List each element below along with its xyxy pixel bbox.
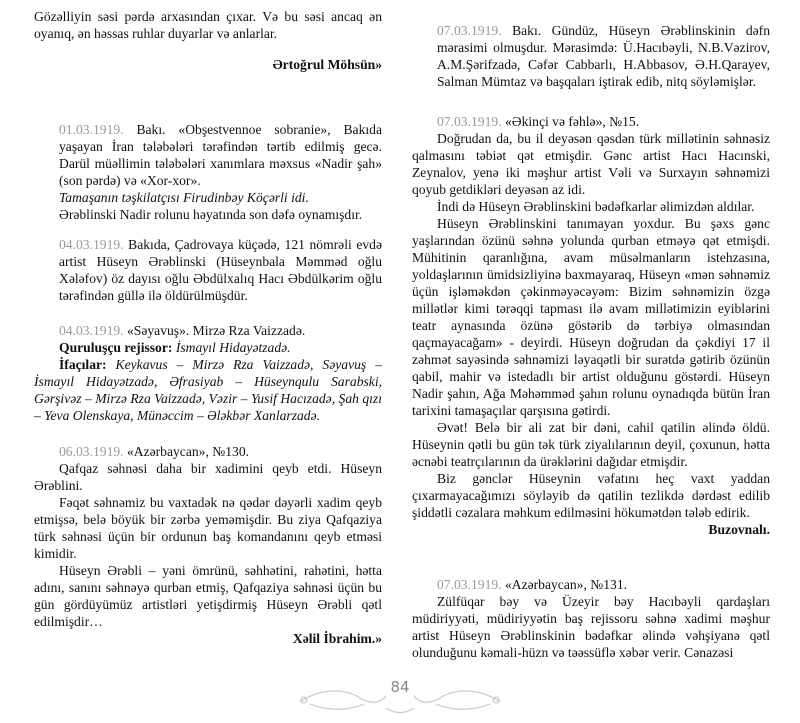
paragraph: Hüseyn Ərəblinskini tanımayan yoxdur. Bu şəxs gənc yaşlarından özünü səhnə yolunda qurban etməyə qət etmişdi. Mühitinin qaranlığına, avam müsəlmanların istehzasına, yoldaşlarının ümidsizliyinə baxmayaraq, Hüseyn «mən səhnəmiz üçün işləməkdən çəkinməyəcəyəm: Bizim səhnəmizin özgə millətlər kimi tərəqqi tapması ilə avam millətimizin eyiblərini teatr aynasında özünə göstərib də tərbiyə olmasından qaçmayacağam» - deyirdi. Hüseyn doğrudan da çəkdiyi 17 il zəhmət sayəsində səhnəmizi ləyaqətli bir surətdə gətirib özünün qabil, mahir və istedadlı bir artist olduğunu göstərdi. Hüseyn Nadir şahın, Ağa Məhəmməd şahın rolunu oynadıqda bütün İran tarixini tamaşaçılar qarşısına gətirdi.: [412, 216, 770, 418]
entry-text: Bakıda, Çadrovaya küçədə, 121 nömrəli evdə artist Hüseyn Ərəblinski (Hüseynbala Məmməd oğlu Xələfov) öz dayısı oğlu Əbdülxalıq Hacı Əbdülkərim oğlu tərəfindən güllə ilə öldürülmüşdür.: [59, 237, 382, 303]
entry-date: 07.03.1919.: [437, 23, 502, 38]
entry-date: 04.03.1919.: [59, 323, 124, 338]
signature: Xəlil İbrahim.»: [292, 631, 382, 646]
entry-text: «Azərbaycan», №131.: [501, 577, 628, 592]
director-label: Quruluşçu rejissor:: [59, 340, 173, 355]
paragraph: İndi də Hüseyn Ərəblinskini bədəfkarlar əlimizdən aldılar.: [437, 199, 755, 214]
entry-text: Bakı. Gündüz, Hüseyn Ərəblinskinin dəfn mərasimi olmuşdur. Mərasimdə: Ü.Hacıbəyli, N.B.Vəzirov, A.M.Şərifzadə, Cəfər Cabbarlı, H.Abbasov, Ə.H.Qarayev, Salman Mümtaz və başqaları iştirak edib, nitq söyləmişlər.: [437, 23, 770, 89]
director-name: İsmayıl Hidayətzadə.: [172, 340, 291, 355]
entry-text: «Səyavuş». Mirzə Rza Vaizzadə.: [123, 323, 306, 338]
entry-5: [412, 22, 770, 90]
entry-text: Bakı. «Obşestvennoe sobranie», Bakıda yaşayan İran tələbələri tərəfindən tərtib edilmiş gecə. Darül müəllimin tələbələri xanımlara məxsus «Nadir şah» (son pərdə) və «Xor-xor».: [59, 122, 382, 188]
cast-list: Keykavus – Mirzə Rza Vaizzadə, Səyavuş – İsmayıl Hidayətzadə, Əfrasiyab – Hüseynqulu Sarabski, Gərşivəz – Mirzə Rza Vaizzadə, Vəzir – Yusif Hacızadə, Şah qızı – Yeva Olenskaya, Münəccim – Ələkbər Xanlarzadə.: [34, 357, 382, 423]
paragraph: Doğrudan da, bu il deyəsən qəsdən türk millətinin səhnəsiz qalmasını təbiət qət etmişdir. Gənc artist Hacı Hacınski, Zeynalov, yenə iki məşhur artist Vəli və Surxayın səhnəmizi qoyub getdikləri deyəsən az idi.: [412, 131, 770, 197]
paragraph: Biz gənclər Hüseynin vəfatını heç vaxt yaddan çıxarmayacağımızı söyləyib də qatilin tezlikdə dərdəst edilib şiddətli cəzalara məhkum edilməsini hökumətdən tələb edirik.: [412, 471, 770, 520]
signature: Buzovnalı.: [708, 522, 770, 537]
entry-4: [34, 443, 382, 647]
entry-date: 07.03.1919.: [437, 114, 502, 129]
page-number: 84: [390, 678, 410, 696]
entry-note: Ərəblinski Nadir rolunu həyatında son dəfə oynamışdır.: [59, 207, 363, 222]
paragraph: Zülfüqar bəy və Üzeyir bəy Hacıbəyli qardaşları müdiriyyəti, müdiriyyətin baş rejissoru səhnə xadimi məşhur artist Hüseyn Ərəblinskinin bədəfkar əlində vəhşiyanə qətl olunduğunu kəmali-hüzn və təəssüflə xəbər verir. Cənazəsi: [412, 594, 770, 660]
paragraph: Hüseyn Ərəbli – yəni ömrünü, səhhətini, rahətini, hətta adını, sanını səhnəyə qurban etmiş, Qafqaziya səhnəsi üçün bu gün gördüyümüz artistləri yetişdirmiş Hüseyn Ərəbli qətl edilmişdir…: [34, 563, 382, 629]
entry-2: [34, 236, 382, 304]
entry-7: [412, 576, 770, 661]
entry-date: 07.03.1919.: [437, 577, 502, 592]
cast-label: İfaçılar:: [59, 357, 107, 372]
entry-date: 06.03.1919.: [59, 444, 124, 459]
intro-block: [34, 8, 382, 73]
entry-1: [34, 121, 382, 223]
entry-note: Tamaşanın təşkilatçısı Firudinbəy Köçərli idi.: [59, 190, 309, 205]
paragraph: Qafqaz səhnəsi daha bir xadimini qeyb etdi. Hüseyn Ərəblini.: [34, 461, 382, 493]
entry-date: 01.03.1919.: [59, 122, 124, 137]
intro-text: Gözəlliyin səsi pərdə arxasından çıxar. Və bu səsi ancaq ən oyanıq, ən həssas ruhlar duyarlar və anlarlar.: [34, 9, 382, 41]
entry-3: [34, 322, 382, 424]
entry-text: «Azərbaycan», №130.: [123, 444, 250, 459]
paragraph: Fəqət səhnəmiz bu vaxtadək nə qədər dəyərli xadim qeyb etmişsə, belə böyük bir zərbə yeməmişdir. Bu ziya Qafqaziya türk səhnəsi üçün bir ordunun baş komandanını qeyb etməsi kimidir.: [34, 495, 382, 561]
entry-6: [412, 113, 770, 538]
paragraph: Əvət! Belə bir ali zat bir dəni, cahil qatilin əlində öldü. Hüseynin qətli bu gün tək türk ziyalılarının deyil, çoxunun, hətta əcnəbi teatrçılarının da ürəklərini dağıdar etmişdir.: [412, 420, 770, 469]
entry-text: «Əkinçi və fəhlə», №15.: [501, 114, 640, 129]
entry-date: 04.03.1919.: [59, 237, 124, 252]
intro-signature: Ərtoğrul Möhsün»: [272, 57, 382, 72]
